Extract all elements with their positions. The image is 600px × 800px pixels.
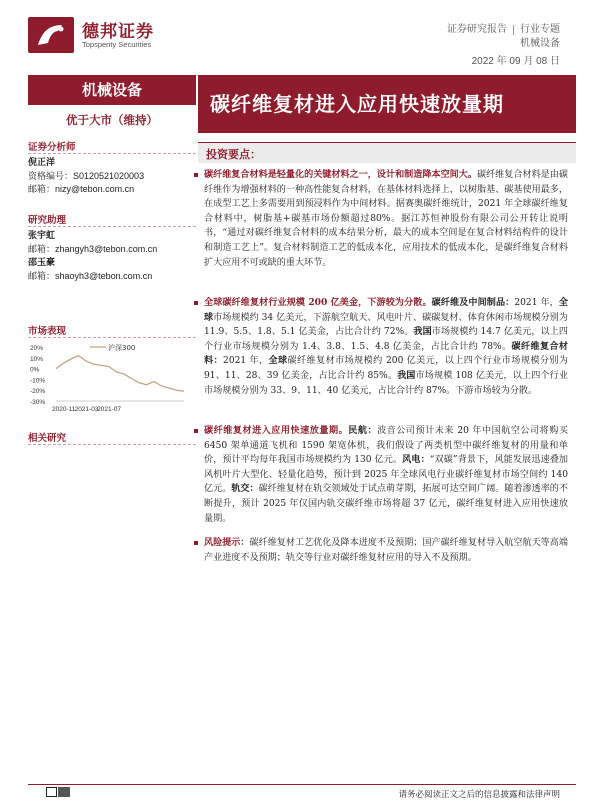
paragraph-2 [204, 296, 568, 398]
x-tick-label: 2021-07 [97, 406, 122, 413]
bullet-icon [194, 541, 198, 545]
rating-label: 优于大市（维持） [66, 113, 158, 127]
analyst-name: 倪正洋 [28, 158, 56, 168]
p2-body1: 2021 年， [514, 298, 559, 308]
footer-disclaimer[interactable]: 请务必阅读正文之后的信息披露和法律声明 [398, 790, 560, 800]
brand-logo [28, 17, 74, 53]
assistant2-name: 邵玉豪 [28, 258, 56, 268]
analyst-cert: 资格编号：S0120521020003 [28, 171, 145, 181]
p2-sub5: 全球 [268, 355, 288, 367]
x-tick-label: 2021-03 [74, 406, 99, 413]
report-category: 行业专题 [520, 24, 560, 35]
y-tick-label: -10% [30, 377, 46, 385]
p3-body3: 碳纤维复材在轨交领域处于试点萌芽期，拓展可达空间广阔。随着渗透率的不断提升，预计 2025 年仅国内轨交碳纤维市场将超 37 亿元，碳纤维复材进入应用快速放量期。 [204, 484, 568, 524]
assistant1-email[interactable]: 邮箱：zhangyh3@tebon.com.cn [28, 244, 158, 254]
p2-sub6: 我国 [397, 369, 416, 381]
analyst-heading: 证券分析师 [28, 139, 196, 154]
p2-body4: 2021 年， [223, 356, 269, 367]
investment-heading: 投资要点： [206, 148, 261, 161]
bullet-icon [194, 173, 198, 177]
logo-mark-icon [58, 787, 70, 797]
report-meta [447, 20, 560, 35]
brand-name-en: Topsperity Securities [82, 40, 152, 49]
p2-body6: 市场规模 108 亿美元，以上四个行业市场规模分别为 33、9、11、40 亿美元，占比合计约 87%。下游市场较为分散。 [204, 370, 569, 396]
p4-lead: 风险提示： [204, 537, 250, 548]
bullet-icon [194, 429, 198, 433]
footer-divider [28, 784, 576, 785]
y-tick-label: 10% [30, 355, 44, 363]
p2-body3: 市场规模约 14.7 亿美元，以上四个行业市场规模分别为 1.4、3.8、1.5、4.8 亿美金，占比合计约 78%。 [204, 327, 568, 352]
p4-body: 碳纤维复材工艺优化及降本进度不及预期；国产碳纤维复材导入航空航天等高端产业进度不及预期；轨交等行业对碳纤维复材应用的导入不及预期。 [204, 538, 568, 563]
report-type: 证券研究报告 [447, 24, 507, 35]
p1-body: 碳纤维复合材料是由碳纤维作为增强材料的一种高性能复合材料，在基体材料选择上，以树脂基、碳基使用最多，在成型工艺上多需要用到预浸料作为中间材料。据赛奥碳纤维统计，2021 年全球碳纤维复合材料中，树脂基+碳基市场份额超过80%。据江苏恒神股份有限公司公开转让说明书，“通过对碳纤维复合材料的成本结果分析，最大的成本空间是在复合材料结构件的设计和制造工艺上”。复合材料制造工艺的低成本化，应用技术的低成本化，是碳纤维复合材料扩大应用不可或缺的重大环节。 [204, 170, 568, 268]
p3-body2: “双碳”背景下，风能发展迅速叠加风机叶片大型化、轻量化趋势，预计到 2025 年全球风电行业碳纤维复材市场空间约 140 亿元。 [204, 455, 568, 495]
p3-sub3: 轨交： [231, 483, 259, 495]
legend-label: 沪深300 [108, 344, 136, 352]
x-tick-label: 2020-11 [52, 406, 76, 413]
p3-lead: 碳纤维复材进入应用快速放量期。 [204, 425, 349, 436]
p2-body2: 市场规模约 34 亿美元，下游航空航天、风电叶片、碳碳复材、体育休闲市场规模分别为 11.9、5.5、1.8、5.1 亿美金，占比合计约 72%。 [204, 312, 568, 338]
analyst-block [28, 156, 144, 196]
p2-sub1: 碳纤维及中间制品： [431, 297, 515, 308]
y-tick-label: 20% [30, 345, 44, 352]
assistant1-name: 张宇虹 [28, 231, 56, 241]
assistant-block [28, 229, 157, 283]
market-heading: 市场表现 [28, 323, 196, 338]
related-heading: 相关研究 [28, 430, 196, 445]
report-date: 2022 年 09 月 08 日 [471, 56, 560, 67]
p2-sub2: 全球 [204, 297, 568, 323]
paragraph-4 [204, 536, 568, 565]
p1-lead: 碳纤维复合材料是轻量化的关键材料之一，设计和制造降本空间大。 [204, 169, 477, 180]
paragraph-3 [204, 424, 568, 526]
y-tick-label: 0% [30, 366, 40, 374]
market-performance-chart [28, 343, 196, 419]
paragraph-1 [204, 168, 568, 270]
sector-label: 机械设备 [28, 75, 196, 105]
y-tick-label: -20% [30, 388, 46, 396]
qr-code-icon [46, 787, 57, 797]
analyst-email[interactable]: 邮箱：nizy@tebon.com.cn [28, 184, 135, 194]
p3-body1: 波音公司预计未来 20 年中国航空公司将购买 6450 架单通道飞机和 1590 架宽体机，我们假设了两类机型中碳纤维复材的用量和单价，预计平均每年我国市场规模约为 130 亿元。 [204, 426, 568, 466]
p2-body5: 碳纤维复材市场规模约 200 亿美元，以上四个行业市场规模分别为 91、11、28、39 亿美金，占比合计约 85%。 [204, 356, 568, 381]
brand-name-cn: 德邦证券 [82, 22, 154, 42]
p3-sub2: 风电： [402, 454, 430, 466]
investment-highlights-header [198, 142, 576, 163]
p3-sub1: 民航： [348, 425, 378, 436]
assistant-heading: 研究助理 [28, 212, 196, 227]
page-title: 碳纤维复材进入应用快速放量期 [198, 75, 576, 133]
series-line-hs300 [56, 356, 184, 392]
p2-lead: 全球碳纤维复材行业规模 200 亿美金，下游较为分散。 [204, 297, 432, 308]
p2-sub4: 碳纤维复合材料： [204, 340, 568, 367]
report-industry: 机械设备 [520, 38, 560, 49]
bullet-icon [194, 301, 198, 305]
y-tick-label: -30% [30, 399, 46, 406]
p2-sub3: 我国 [413, 326, 432, 338]
assistant2-email[interactable]: 邮箱：shaoyh3@tebon.com.cn [28, 271, 153, 281]
